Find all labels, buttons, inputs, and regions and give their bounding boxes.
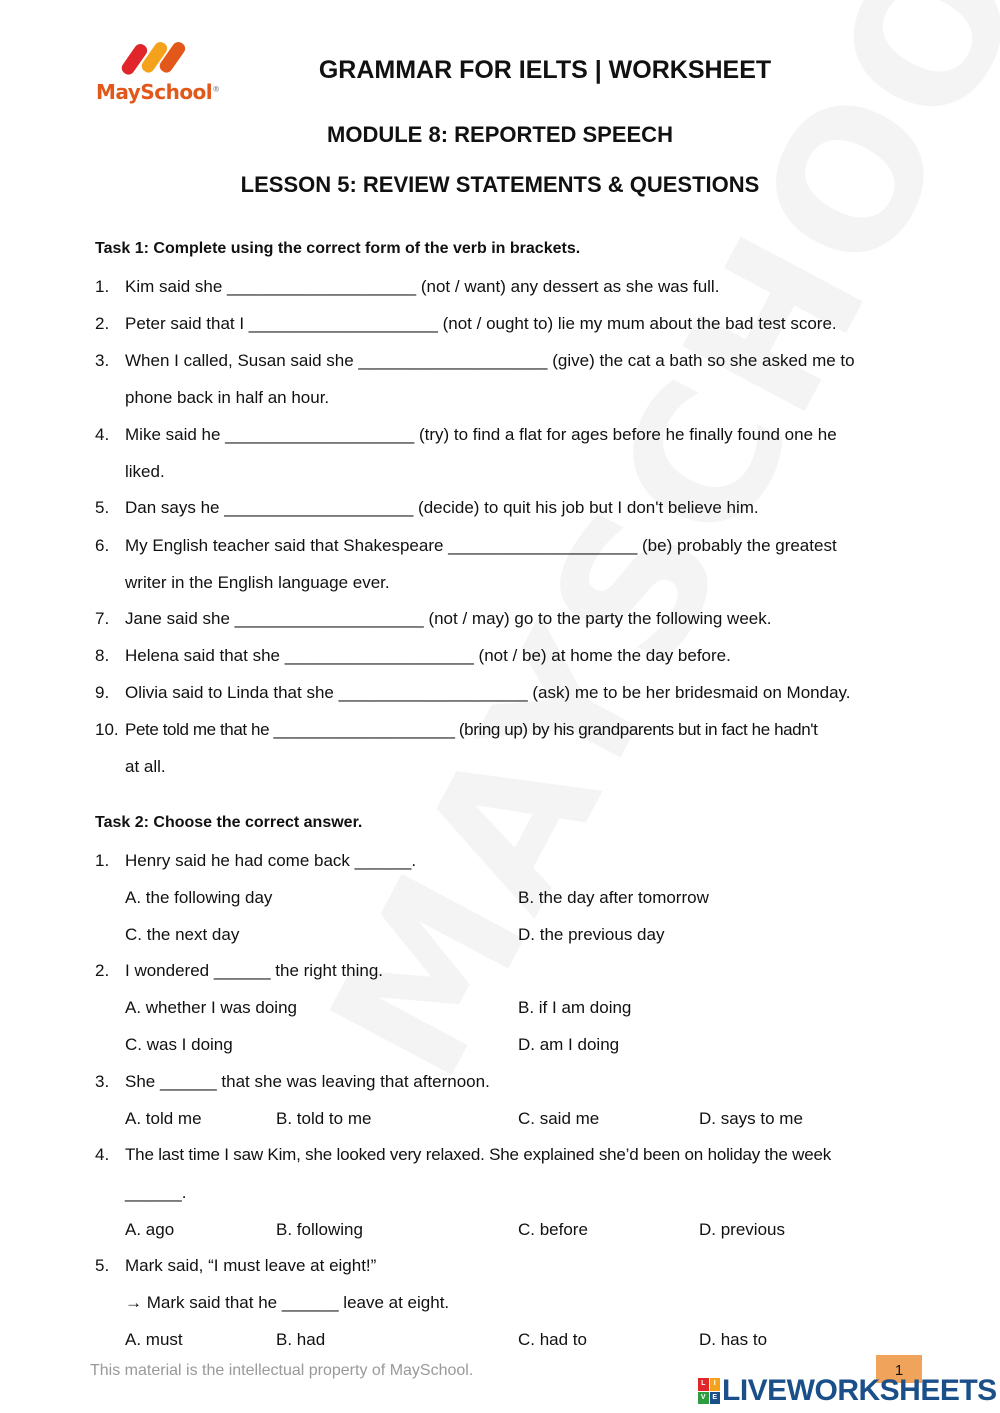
task2-q4-cont: ______. — [125, 1183, 187, 1202]
task1-item-5: 5. Dan says he ____________________ (decide) to quit his job but I don't believe him. — [95, 498, 759, 517]
task2-q3-option-a: A. told me — [125, 1109, 202, 1128]
task1-item-9: 9. Olivia said to Linda that she ____________________ (ask) me to be her bridesmaid on Monday. — [95, 683, 851, 702]
mayschool-logo — [94, 36, 220, 106]
task2-q3-option-d: D. says to me — [699, 1109, 803, 1128]
task2-q1-option-d: D. the previous day — [518, 925, 665, 944]
module-title: MODULE 8: REPORTED SPEECH — [327, 122, 673, 147]
copyright-note: This material is the intellectual property of MaySchool. — [90, 1362, 474, 1379]
logo-text: MaySchool® — [96, 80, 220, 104]
task1-item-6-cont: writer in the English language ever. — [125, 573, 390, 592]
task2-q1-option-b: B. the day after tomorrow — [518, 888, 709, 907]
task2-q4-option-b: B. following — [276, 1220, 363, 1239]
task2-q1-option-a: A. the following day — [125, 888, 273, 907]
task2-q1-option-c: C. the next day — [125, 925, 240, 944]
task1-item-2: 2. Peter said that I ____________________ (not / ought to) lie my mum about the bad test score. — [95, 314, 837, 333]
task2-title: Task 2: Choose the correct answer. — [95, 814, 363, 831]
task2-q3: 3. She ______ that she was leaving that afternoon. — [95, 1072, 490, 1091]
liveworksheets-icon: L I V E — [698, 1378, 720, 1404]
task2-q4-option-a: A. ago — [125, 1220, 175, 1239]
task2-q5-option-d: D. has to — [699, 1330, 768, 1349]
logo-mark-icon — [118, 36, 208, 80]
task1-item-10-cont: at all. — [125, 757, 166, 776]
task2-q1: 1. Henry said he had come back ______. — [95, 851, 417, 870]
task2-q4: 4. The last time I saw Kim, she looked very relaxed. She explained she’d been on holiday the week — [95, 1145, 831, 1164]
task2-q2: 2. I wondered ______ the right thing. — [95, 961, 384, 980]
task1-item-4: 4. Mike said he ____________________ (try) to find a flat for ages before he finally found one he — [95, 425, 837, 444]
page-number: 1 — [876, 1355, 922, 1383]
task1-title: Task 1: Complete using the correct form of the verb in brackets. — [95, 240, 581, 257]
task2-q5-option-a: A. must — [125, 1330, 183, 1349]
task1-item-8: 8. Helena said that she ____________________ (not / be) at home the day before. — [95, 646, 731, 665]
lesson-title: LESSON 5: REVIEW STATEMENTS & QUESTIONS — [240, 172, 760, 197]
task2-q2-option-c: C. was I doing — [125, 1035, 233, 1054]
task2-q5-option-b: B. had — [276, 1330, 326, 1349]
task2-q4-option-c: C. before — [518, 1220, 588, 1239]
page-title: GRAMMAR FOR IELTS | WORKSHEET — [318, 56, 772, 84]
task2-q5-cont: → Mark said that he ______ leave at eight. — [125, 1293, 450, 1312]
task2-q3-option-b: B. told to me — [276, 1109, 372, 1128]
task2-q2-option-a: A. whether I was doing — [125, 998, 297, 1017]
task1-item-10: 10. Pete told me that he ____________________ (bring up) by his grandparents but in fact he hadn't — [95, 720, 818, 739]
task1-item-3: 3. When I called, Susan said she ____________________ (give) the cat a bath so she asked me to — [95, 351, 855, 370]
task1-item-7: 7. Jane said she ____________________ (not / may) go to the party the following week. — [95, 609, 772, 628]
task2-q2-option-b: B. if I am doing — [518, 998, 632, 1017]
liveworksheets-text: LIVEWORKSHEETS — [722, 1374, 997, 1407]
task1-item-3-cont: phone back in half an hour. — [125, 388, 330, 407]
task1-item-1: 1. Kim said she ____________________ (not / want) any dessert as she was full. — [95, 277, 720, 296]
task2-q3-option-c: C. said me — [518, 1109, 600, 1128]
task1-item-4-cont: liked. — [125, 462, 165, 481]
task2-q5-option-c: C. had to — [518, 1330, 587, 1349]
task1-item-6: 6. My English teacher said that Shakespeare ____________________ (be) probably the greatest — [95, 536, 837, 555]
task2-q5: 5. Mark said, “I must leave at eight!” — [95, 1256, 377, 1275]
task2-q2-option-d: D. am I doing — [518, 1035, 620, 1054]
task2-q4-option-d: D. previous — [699, 1220, 785, 1239]
liveworksheets-brand[interactable] — [698, 1376, 997, 1406]
